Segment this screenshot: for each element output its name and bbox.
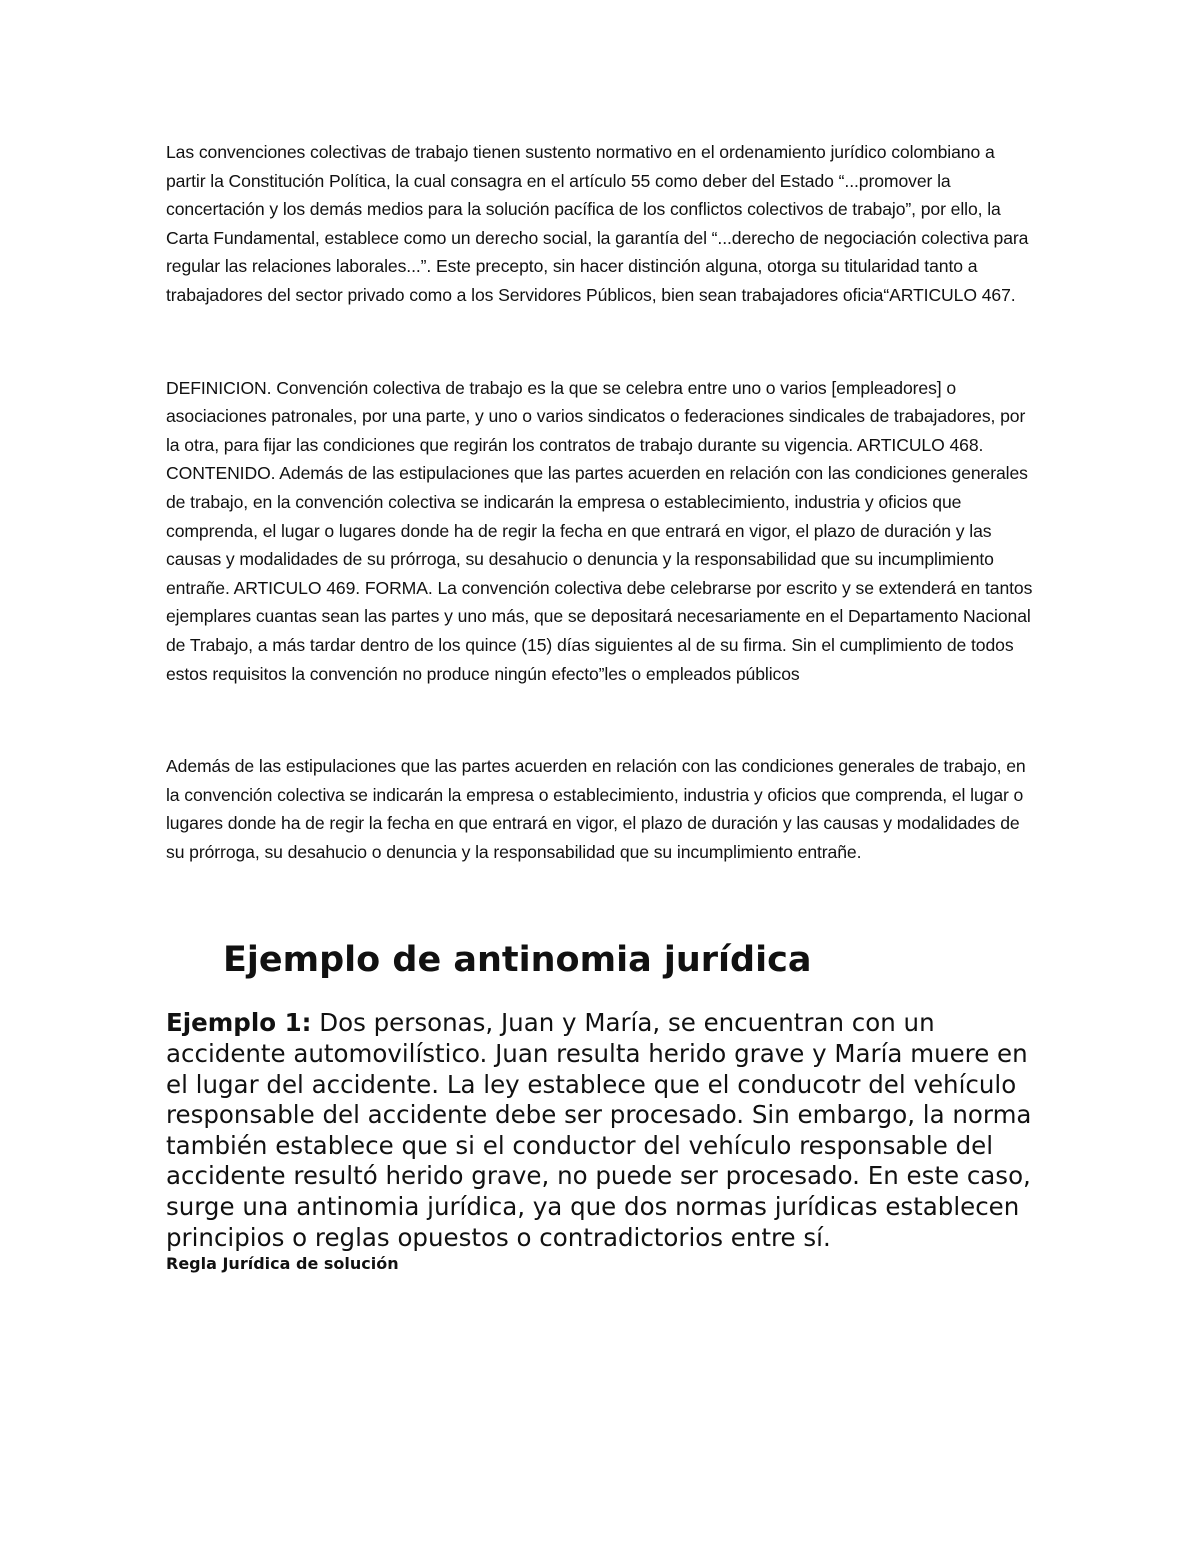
paragraph-definition: DEFINICION. Convención colectiva de trabajo es la que se celebra entre uno o varios [empleadores] o asociaciones patronales, por una parte, y uno o varios sindicatos o federaciones sindicales de trabajadores, por la otra, para fijar las condiciones que regirán los contratos de trabajo durante su vigencia. ARTICULO 468. CONTENIDO. Además de las estipulaciones que las partes acuerden en relación con las condiciones generales de trabajo, en la convención colectiva se indicarán la empresa o establecimiento, industria y oficios que comprenda, el lugar o lugares donde ha de regir la fecha en que entrará en vigor, el plazo de duración y las causas y modalidades de su prórroga, su desahucio o denuncia y la responsabilidad que su incumplimiento entrañe. ARTICULO 469. FORMA. La convención colectiva debe celebrarse por escrito y se extenderá en tantos ejemplares cuantas sean las partes y uno más, que se depositará necesariamente en el Departamento Nacional de Trabajo, a más tardar dentro de los quince (15) días siguientes al de su firma. Sin el cumplimiento de todos estos requisitos la convención no produce ningún efecto”les o empleados públicos [166,377,1033,684]
paragraph-spacer [166,866,1036,938]
paragraph-spacer [166,688,1036,752]
example-body: Dos personas, Juan y María, se encuentran con un accidente automovilístico. Juan resulta herido grave y María muere en el lugar del accidente. La ley establece que el conducotr del vehículo responsable del accidente debe ser procesado. Sin embargo, la norma también establece que si el conductor del vehículo responsable del accidente resultó herido grave, no puede ser procesado. En este caso, surge una antinomia jurídica, ya que dos normas jurídicas establecen principios o reglas opuestos o contradictorios entre sí. [166,1008,1032,1252]
document-page [166,138,1036,1275]
paragraph-spacer [166,310,1036,374]
paragraph-stipulations: Además de las estipulaciones que las partes acuerden en relación con las condiciones generales de trabajo, en la convención colectiva se indicarán la empresa o establecimiento, industria y oficios que comprenda, el lugar o lugares donde ha de regir la fecha en que entrará en vigor, el plazo de duración y las causas y modalidades de su prórroga, su desahucio o denuncia y la responsabilidad que su incumplimiento entrañe. [166,756,1026,862]
example-paragraph [166,1008,1036,1253]
example-label: Ejemplo 1: [166,1008,312,1038]
solution-rule-heading: Regla Jurídica de solución [166,1254,399,1274]
paragraph-constitutional-basis: Las convenciones colectivas de trabajo tienen sustento normativo en el ordenamiento jurídico colombiano a partir la Constitución Política, la cual consagra en el artículo 55 como deber del Estado “...promover la concertación y los demás medios para la solución pacífica de los conflictos colectivos de trabajo”, por ello, la Carta Fundamental, establece como un derecho social, la garantía del “...derecho de negociación colectiva para regular las relaciones laborales...”. Este precepto, sin hacer distinción alguna, otorga su titularidad tanto a trabajadores del sector privado como a los Servidores Públicos, bien sean trabajadores oficia“ARTICULO 467. [166,142,1029,305]
section-heading: Ejemplo de antinomia jurídica [223,940,812,981]
